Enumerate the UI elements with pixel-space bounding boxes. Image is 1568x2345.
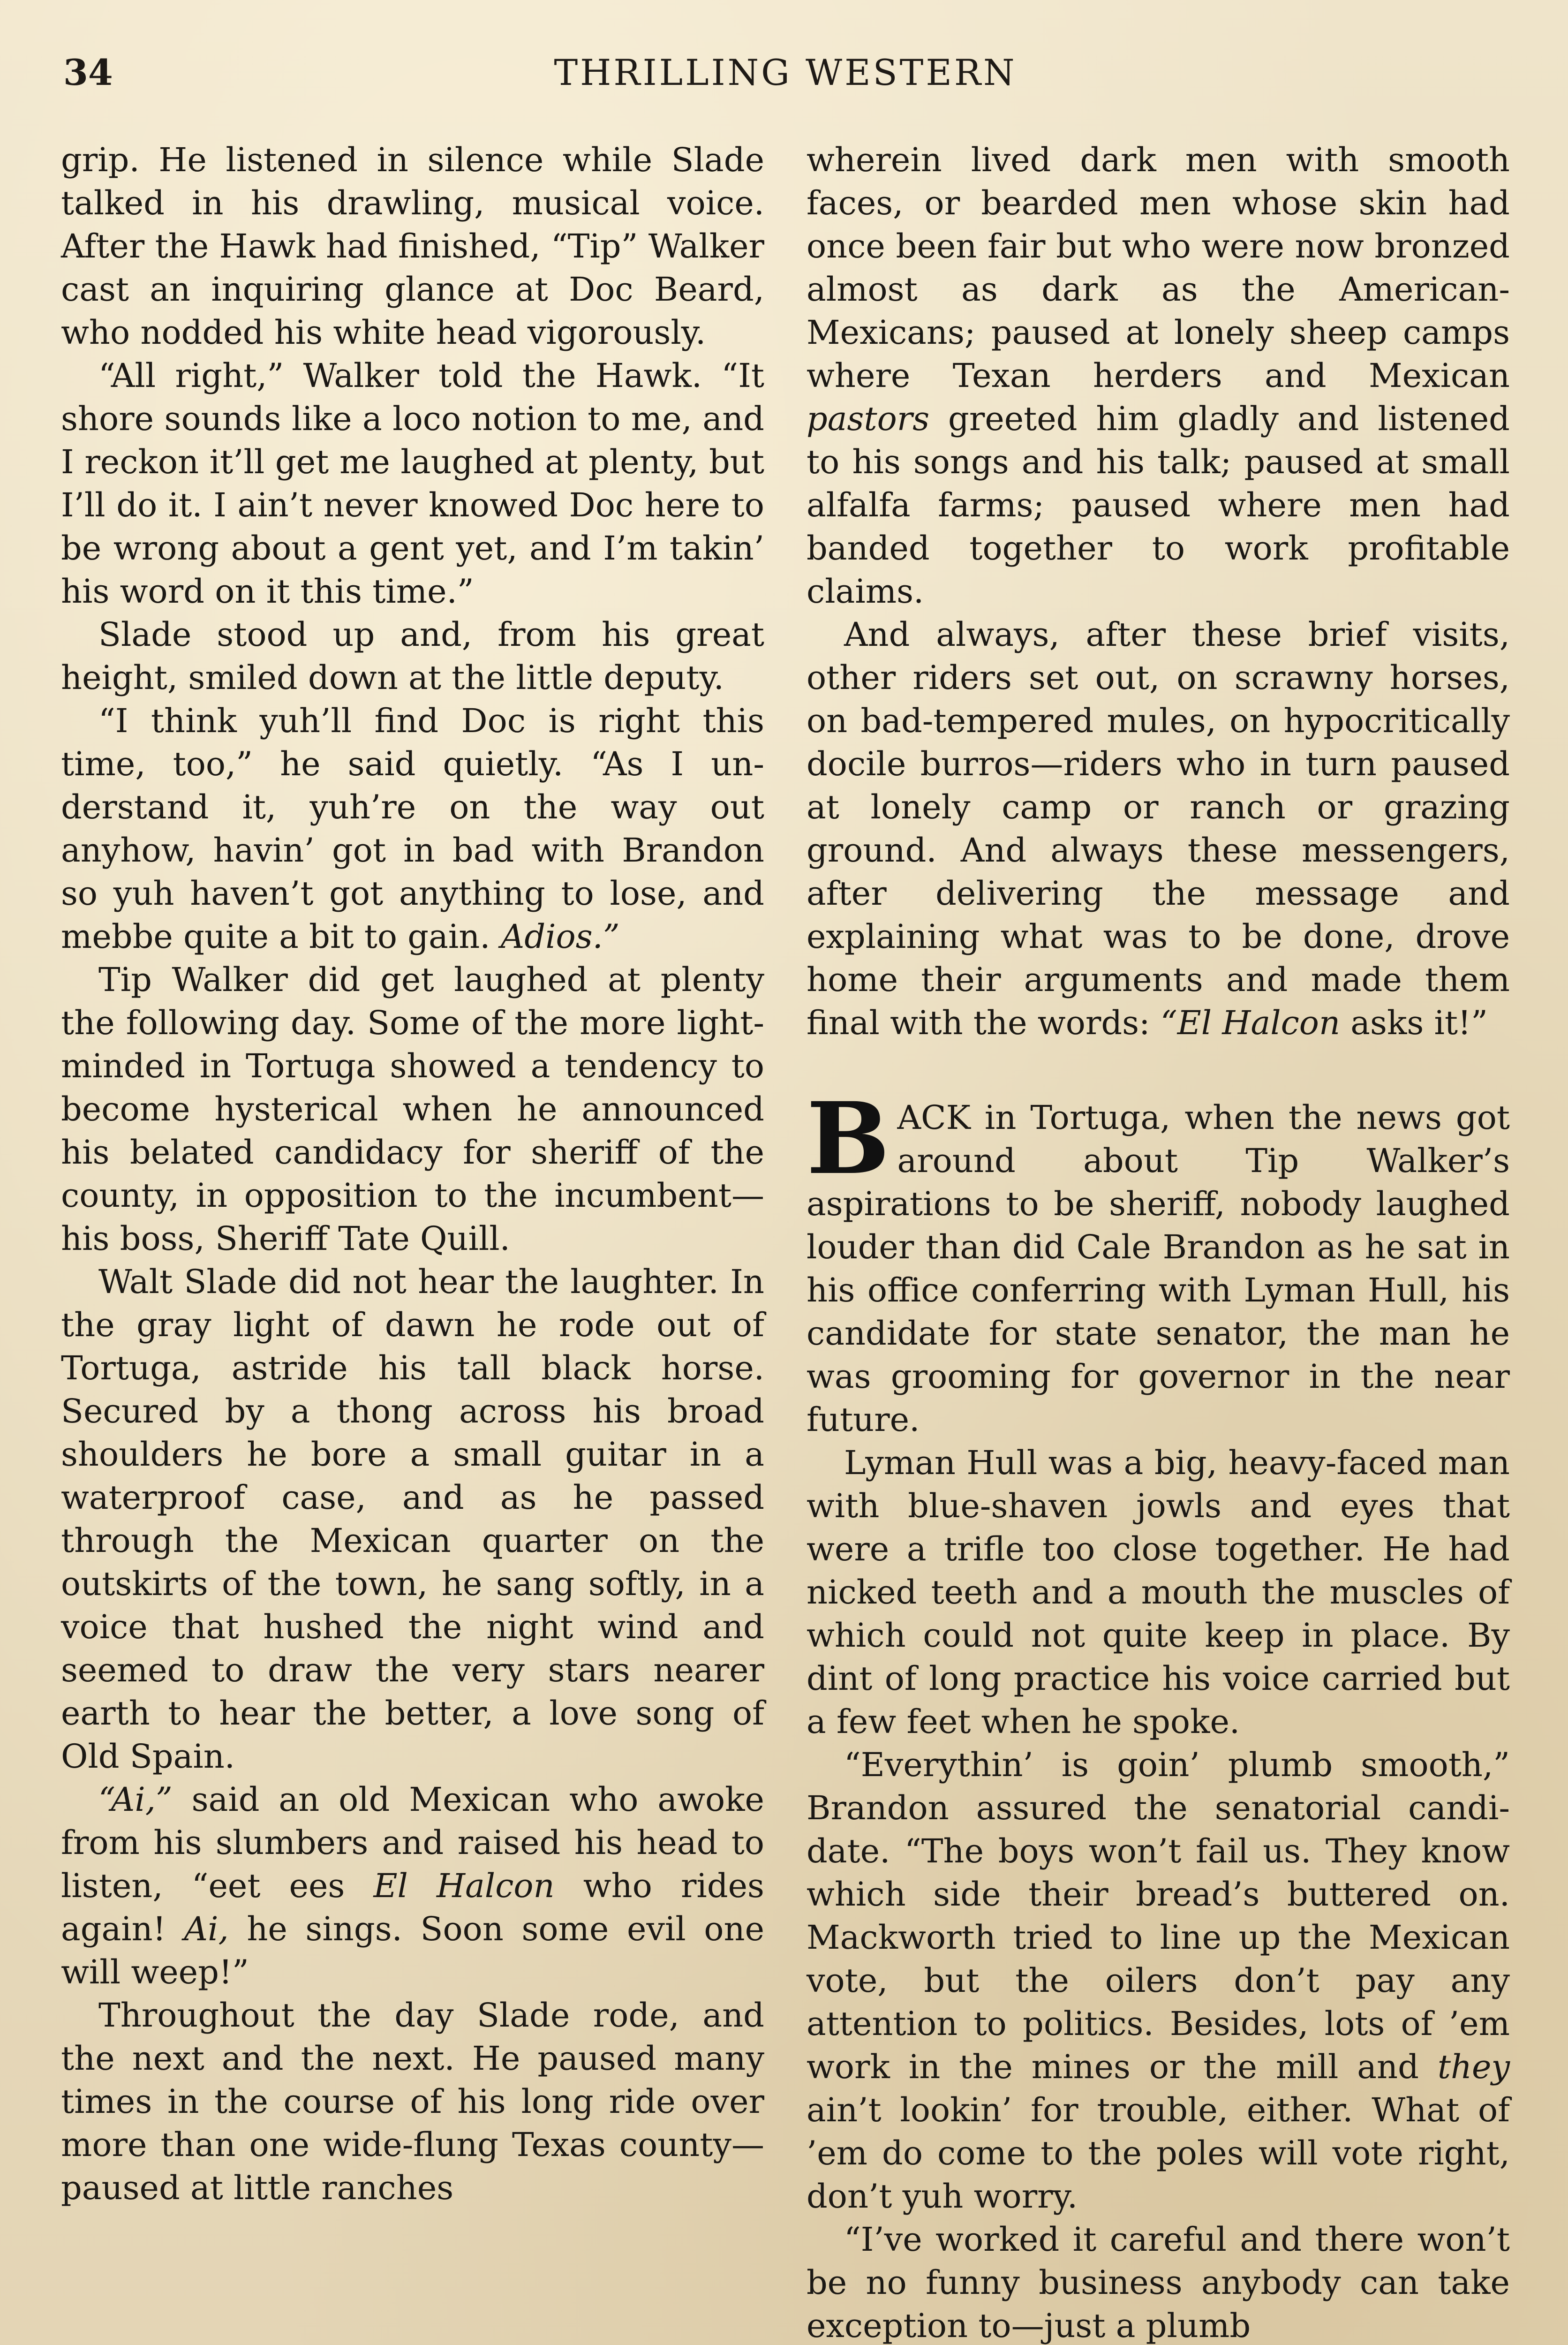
italic-text: “El Halcon <box>1160 1004 1341 1042</box>
italic-text: they <box>1437 2048 1510 2086</box>
section-opening-paragraph <box>807 1081 1510 1441</box>
paragraph: Walt Slade did not hear the laughter. In the gray light of dawn he rode out of Tortuga, astride his tall black horse. Secured by a thong across his broad shoulders he bore a small guitar in a waterproof case, and as he passed through the Mexican quarter on the outskirts of the town, he sang softly, in a voice that hushed the night wind and seemed to draw the very stars nearer earth to hear the better, a love song of Old Spain. <box>61 1263 764 1776</box>
paragraph: Lyman Hull was a big, heavy-faced man with blue-shaven jowls and eyes that were a trifle too close together. He had nicked teeth and a mouth the muscles of which could not quite keep in place. By dint of long practice his voice carried but a few feet when he spoke. <box>807 1444 1510 1741</box>
italic-text: “Ai,” <box>98 1780 173 1819</box>
text-run: he sings. Soon some evil one will weep!” <box>61 1910 764 1991</box>
page-header <box>63 47 1508 98</box>
paragraph: grip. He listened in silence while Slade talked in his drawling, musical voice. After the Hawk had finished, “Tip” Walker cast an inquiring glance at Doc Beard, who nodded his white head vigorously. <box>61 141 764 352</box>
italic-text: Adios.” <box>500 917 620 956</box>
text-run: “I think yuh’ll find Doc is right this time, too,” he said quietly. “As I understand it, yuh’re on the way out anyhow, havin’ got in bad with Brandon so yuh haven’t got anything to lose, and mebbe quite a bit to gain. <box>61 702 764 956</box>
text-run: And always, after these brief visits, other riders set out, on scrawny horses, on bad-tempered mules, on hypocritically docile burros—riders who in turn paused at lonely camp or ranch or grazing ground. And always these messengers, after delivering the message and explaining what was to be done, drove home their arguments and made them final with the words: <box>807 615 1510 1042</box>
paragraph: “All right,” Walker told the Hawk. “It shore sounds like a loco notion to me, and I reckon it’ll get me laughed at plenty, but I’ll do it. I ain’t never knowed Doc here to be wrong about a gent yet, and I’m takin’ his word on it this time.” <box>61 356 764 611</box>
paragraph <box>61 699 764 958</box>
text-run: said an old Mexican who awoke from his slumbers and raised his head to listen, “eet ees <box>61 1780 764 1905</box>
text-run: “Everythin’ is goin’ plumb smooth,” Brandon assured the senatorial candidate. “The boys won’t fail us. They know which side their bread’s buttered on. Mackworth tried to line up the Mexican vote, but the oilers don’t pay any attention to politics. Besides, lots of ’em work in the mines or the mill and <box>807 1746 1510 2086</box>
page-number: 34 <box>63 52 113 93</box>
text-run: ain’t lookin’ for trouble, either. What of ’em do come to the poles will vote right, don’t yuh worry. <box>807 2091 1510 2216</box>
left-column <box>61 138 764 2209</box>
running-title: THRILLING WESTERN <box>554 52 1017 93</box>
text-run: asks it!” <box>1340 1004 1488 1042</box>
paragraph: Slade stood up and, from his great height, smiled down at the little deputy. <box>61 615 764 697</box>
paragraph <box>807 1743 1510 2218</box>
paragraph <box>807 138 1510 613</box>
text-run: ACK in Tortuga, when the news got around about Tip Walker’s aspirations to be sheriff, nobody laughed louder than did Cale Brandon as he sat in his office conferring with Lyman Hull, his candidate for state senator, the man he was grooming for governor in the near future. <box>807 1098 1510 1439</box>
italic-text: pastors <box>807 400 930 438</box>
italic-text: Ai, <box>184 1910 229 1948</box>
drop-cap: B <box>807 1081 890 1196</box>
paragraph: “I’ve worked it careful and there won’t be no funny business anybody can take exception to—just a plumb <box>807 2220 1510 2345</box>
text-run: who rides again! <box>61 1867 764 1948</box>
paragraph: Throughout the day Slade rode, and the next and the next. He paused many times in the course of his long ride over more than one wide-flung Texas county—paused at little ranches <box>61 1996 764 2207</box>
paragraph <box>61 1778 764 1994</box>
paragraph <box>807 613 1510 1044</box>
text-run: wherein lived dark men with smooth faces, or bearded men whose skin had once been fair but who were now bronzed almost as dark as the American-Mexicans; paused at lonely sheep camps where Texan herders and Mexican <box>807 141 1510 395</box>
text-run: greeted him gladly and listened to his songs and his talk; paused at small alfalfa farms; paused where men had banded together to work profitable claims. <box>807 400 1510 611</box>
paragraph: Tip Walker did get laughed at plenty the following day. Some of the more light-minded in Tortuga showed a tendency to become hysterical when he announced his belated candidacy for sheriff of the county, in opposition to the incumbent—his boss, Sheriff Tate Quill. <box>61 961 764 1258</box>
right-column <box>807 138 1510 2345</box>
italic-text: El Halcon <box>373 1867 555 1905</box>
